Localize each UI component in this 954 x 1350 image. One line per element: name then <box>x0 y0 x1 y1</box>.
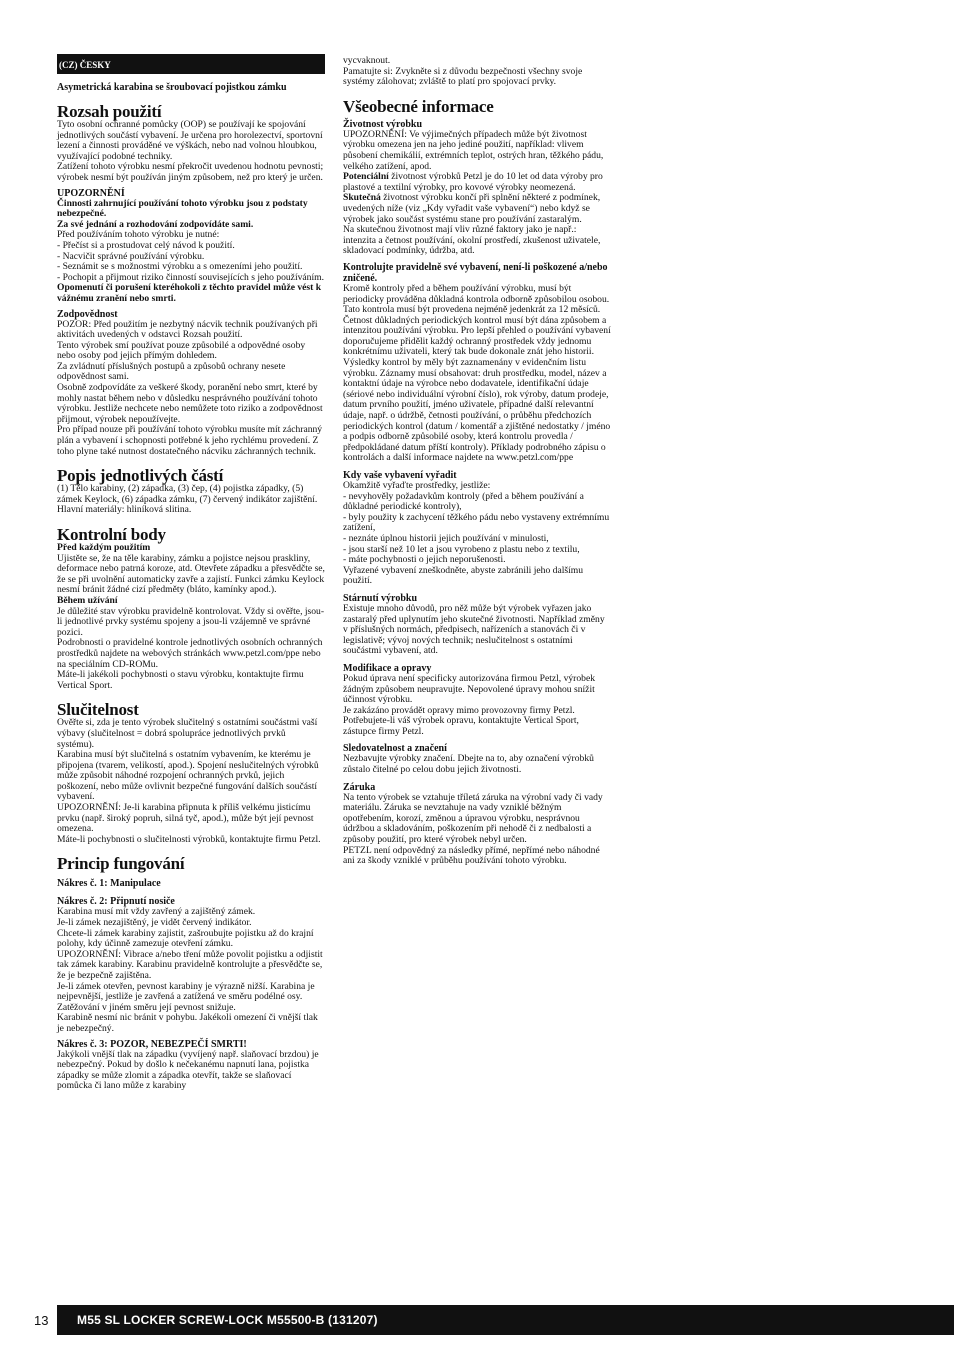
list-item: - neznáte úplnou historii jejich používání v minulosti, <box>343 532 549 544</box>
footer-doc-reference: M55 SL LOCKER SCREW-LOCK M55500-B (131207) <box>57 1305 954 1335</box>
paragraph: Hlavní materiály: hliníková slitina. <box>57 504 192 516</box>
paragraph: UPOZORNĚNÍ: Je-li karabina připnuta k příliš velkému jisticímu prvku (např. široký popruh, silná tyč, apod.), může být její pevnost omezena. <box>57 802 314 835</box>
section-title-general: Všeobecné informace <box>343 96 494 116</box>
paragraph: POZOR: Před použitím je nezbytný nácvik technik používaných při aktivitách uvedených v odstavci Rozsah použití. <box>57 318 318 341</box>
paragraph: Vyřazené vybavení zneškodněte, abyste zabránili jeho dalšímu použití. <box>343 564 584 587</box>
subsection-title-retire: Kdy vaše vybavení vyřadit <box>343 470 457 481</box>
section-title-principle: Princip fungování <box>57 854 185 874</box>
paragraph: Je-li zámek otevřen, pevnost karabiny je výrazně nižší. Karabina je nejpevnější, jestliže je zavřená a zatížená ve směru podélné osy. Zatěžování v jiném směru její pevnost snižuje. <box>57 980 315 1013</box>
list-item: - Přečíst si a prostudovat celý návod k použití. <box>57 239 235 251</box>
subsection-title-lifetime: Životnost výrobku <box>343 118 423 130</box>
warning-bold-text: Činnosti zahrnující používání tohoto výrobku jsou z podstaty nebezpečné. <box>57 197 308 220</box>
paragraph: Okamžitě vyřaďte prostředky, jestliže: <box>343 480 491 491</box>
paragraph: Na skutečnou životnost mají vliv různé faktory jako je např.: intenzita a četnost používání, okolní prostředí, zkušenost uživatele, skladovací podmínky, údržba, atd. <box>343 224 601 257</box>
paragraph: Karabina musí být slučitelná s ostatním vybavením, ke kterému je připojena (tvarem, velikostí, apod.). Spojení neslučitelných výrobků může způsobit náhodné rozpojení ochranných prvků, jejich poškození, nebo může ovlivnit bezpečné fungování dalších součástí vybavení. <box>57 749 319 803</box>
list-item: - nevyhověly požadavkům kontroly (před a během používání a důkladné periodické kontroly), <box>343 490 584 513</box>
right-column <box>343 56 611 867</box>
emphasis: Potenciální <box>343 171 389 183</box>
paragraph: Pokud úprava není specificky autorizována firmou Petzl, výrobek žádným způsobem neupravujte. Nepovolené úpravy mohou snížit účinnost výrobku. <box>343 672 596 706</box>
subheading: Během užívání <box>57 594 118 606</box>
list-item: - byly použity k zachycení těžkého pádu nebo vystaveny extrémnímu zatížení, <box>343 511 610 534</box>
paragraph: Tyto osobní ochranné pomůcky (OOP) se používají ke spojování jednotlivých součástí vybavení. Je určena pro horolezectví, sportovní lezení a činnosti prováděné ve výškách, nebo nad volnou hloubkou, využívající podobné techniky. <box>57 119 323 162</box>
section-title-inspection: Kontrolní body <box>57 525 166 544</box>
paragraph: Je-li zámek nezajištěný, je vidět červený indikátor. <box>57 917 252 929</box>
paragraph: PETZL není odpovědný za následky přímé, nepřímé nebo náhodné ani za škody vzniklé v průběhu používání tohoto výrobku. <box>343 844 600 867</box>
paragraph: (1) Tělo karabiny, (2) západka, (3) čep, (4) pojistka západky, (5) zámek Keylock, (6) západka zámku, (7) červený indikátor zajištění. <box>57 483 318 505</box>
section-title-scope: Rozsah použití <box>57 102 162 121</box>
subsection-title-responsibility: Zodpovědnost <box>57 308 118 320</box>
subsection-title-obsolescence: Stárnutí výrobku <box>343 592 418 604</box>
subsection-title-modifications: Modifikace a opravy <box>343 662 432 674</box>
figure-caption: Nákres č. 2: Připnutí nosiče <box>57 896 175 908</box>
paragraph: UPOZORNĚNÍ: Vibrace a/nebo tření může povolit pojistku a odjistit tak zámek karabiny. Karabinu pravidelně kontrolujte a přesvědčte se, že je bezpečně zajištěna. <box>57 948 323 981</box>
paragraph: Tento výrobek smí používat pouze způsobilé a odpovědné osoby nebo osoby pod jejich přímým dohledem. <box>57 339 306 362</box>
list-item: - Nacvičit správné používání výrobku. <box>57 250 205 262</box>
paragraph: Ujistěte se, že na těle karabiny, zámku a pojistce nejsou praskliny, deformace nebo patrná koroze, atd. Otevřete západku a přesvědčte se, že se při uvolnění automaticky zavře a zajistí. Funkci zámku Keylock nesmí bránit žádné cizí předměty (bláto, kamínky apod.). <box>57 552 325 596</box>
paragraph: Podrobnosti o pravidelné kontrole jednotlivých osobních ochranných prostředků najdete na webových stránkách www.petzl.com/ppe nebo na speciálním CD-ROMu. <box>57 637 323 670</box>
paragraph: Před používáním tohoto výrobku je nutné: <box>57 229 220 241</box>
paragraph <box>343 193 611 225</box>
paragraph: Nezbavujte výrobky značení. Dbejte na to, aby označení výrobků zůstalo čitelné po celou dobu jejich životnosti. <box>343 753 594 776</box>
left-column <box>57 54 325 1092</box>
paragraph: Pro případ nouze při používání tohoto výrobku musíte mít záchranný plán a vybavení i schopnosti potřebné k jeho rychlému provedení. Z toho plyne také nutnost dostatečného nácviku záchranných technik. <box>57 424 323 457</box>
paragraph <box>343 172 611 193</box>
paragraph: Karabina musí mít vždy zavřený a zajištěný zámek. <box>57 906 256 918</box>
figure-caption: Nákres č. 3: POZOR, NEBEZPEČÍ SMRTI! <box>57 1038 247 1050</box>
paragraph: Pamatujte si: Zvykněte si z důvodu bezpečnosti všechny svoje systémy zálohovat; zvláště to platí pro spojovací prvky. <box>343 65 583 88</box>
paragraph: Karabině nesmí nic bránit v pohybu. Jakékoli omezení či vnější tlak je nebezpečný. <box>57 1012 318 1034</box>
section-title-compatibility: Slučitelnost <box>57 700 139 720</box>
paragraph: Osobně zodpovídáte za veškeré škody, poranění nebo smrt, které by mohly nastat během nebo v důsledku nesprávného používání tohoto výrobku. Jestliže nechcete nebo nemůžete toto riziko a zodpovědnost přijmout, výrobek nepoužívejte. <box>57 382 323 425</box>
paragraph: Ověřte si, zda je tento výrobek slučitelný s ostatními součástmi vaší výbavy (slučitelnost = dobrá spolupráce jednotlivých prvků systému). <box>57 717 318 750</box>
paragraph: UPOZORNĚNÍ: Ve výjimečných případech může být životnost výrobku omezena jen na jeho jediné použití, například: vlivem působení chemikálií, extrémních teplot, ostrých hran, těžkého pádu, velkého zatížení, apod. <box>343 128 604 172</box>
list-item: - jsou starší než 10 let a jsou vyrobeno z plastu nebo z textilu, <box>343 543 580 555</box>
warning-bold-text: Opomenutí či porušení kteréhokoli z těchto pravidel může vést k vážnému zranění nebo smrti. <box>57 282 322 304</box>
paragraph: Na tento výrobek se vztahuje tříletá záruka na výrobní vady či vady materiálu. Záruka se nevztahuje na vady vzniklé běžným opotřebením, korozí, změnou a úpravou výrobku, nesprávnou údržbou a skladováním, poškozením při nehodě či z nedbalosti a způsoby použití, pro které výrobek nebyl určen. <box>343 791 603 846</box>
page-number: 13 <box>34 1313 49 1328</box>
figure-caption: Nákres č. 1: Manipulace <box>57 878 161 890</box>
paragraph: Jakýkoli vnější tlak na západku (vyvíjený např. slaňovací brzdou) je nebezpečný. Pokud by došlo k nečekanému napnutí lana, pojistka západky se může zlomit a západka otevřít, takže se slaňovací pomůcka či lano může z karabiny <box>57 1048 319 1092</box>
paragraph: Za zvládnutí příslušných postupů a způsobů ochrany nesete odpovědnost sami. <box>57 360 286 383</box>
warning-heading: UPOZORNĚNÍ <box>57 187 125 199</box>
list-item: - máte pochybnosti o jejich neporušenosti. <box>343 554 506 566</box>
paragraph: Zatížení tohoto výrobku nesmí překročit uvedenou hodnotu pevnosti; výrobek nesmí být používán jiným způsobem, než pro který je určen. <box>57 161 324 183</box>
paragraph: Je zakázáno provádět opravy mimo provozovny firmy Petzl. Potřebujete-li váš výrobek opravu, kontaktujte Vertical Sport, zástupce firmy Petzl. <box>343 704 579 737</box>
paragraph: Chcete-li zámek karabiny zajistit, zašroubujte pojistku až do krajní polohy, kdy účinně zamezuje otevření zámku. <box>57 927 314 950</box>
product-title: Asymetrická karabina se šroubovací pojistkou zámku <box>57 82 287 93</box>
subheading: Před každým použitím <box>57 542 151 553</box>
list-item: - Seznámit se s možnostmi výrobku a s omezeními jeho použití. <box>57 261 303 273</box>
paragraph: Kromě kontroly před a během používání výrobku, musí být periodicky prováděna důkladná kontrola odborně způsobilou osobou. Tato kontrola musí být provedena nejméně jedenkrát za 12 měsíců. Četnost důkladných periodických kontrol musí být dána způsobem a intenzitou používání výrobku. Pro lepší přehled o používání vybavení doporučujeme přidělit každý ochranný prostředek vždy jednomu konkrétnímu uživateli, který tak bude dokonale znát jeho historii. Výsledky kontrol by měly být zaznamenány v evidenčním listu výrobku. Záznamy musí obsahovat: druh prostředku, model, název a kontaktní údaje na výrobce nebo dodavatele, identifikační údaje (sériové nebo individuální výrobní číslo), rok výroby, datum prodeje, datum prvního použití, jméno uživatele, případné další relevantní údaje, např. o údržbě, četnosti používání, o průběhu předchozích periodických kontrol (datum / komentář a zjištěné nedostatky / jméno a podpis odborně způsobilé osoby, která kontrolu provedla / předpokládané datum příští kontroly). Příklady podrobného zápisu o kontrolách a další informace najdete na www.petzl.com/ppe <box>343 282 611 464</box>
text: životnost výrobků Petzl je do 10 let od data výroby pro plastové a textilní výrobky, pro kovové výrobky neomezená. <box>343 171 603 193</box>
paragraph: Je důležité stav výrobku pravidelně kontrolovat. Vždy si ověřte, jsou-li jednotlivé prvky systému spojeny a jsou-li vzájemně ve správné pozici. <box>57 605 325 638</box>
paragraph: Existuje mnoho důvodů, pro něž může být výrobek vyřazen jako zastaralý před uplynutím jeho skutečné životnosti. Například změny v příslušných normách, předpisech, nařízeních a stanovách či v legislativě; vývoj nových technik; neslučitelnost s ostatními součástmi vybavení, atd. <box>343 602 605 657</box>
list-item: - Pochopit a přijmout riziko činností souvisejících s jeho používáním. <box>57 271 324 283</box>
subsection-title-check: Kontrolujte pravidelně své vybavení, není-li poškozené a/nebo zničené. <box>343 261 608 284</box>
emphasis: Skutečná <box>343 192 381 204</box>
warning-bold-text: Za své jednání a rozhodování zodpovídáte sami. <box>57 218 254 230</box>
subsection-title-warranty: Záruka <box>343 781 376 793</box>
section-title-parts: Popis jednotlivých částí <box>57 466 224 486</box>
subsection-title-traceability: Sledovatelnost a značení <box>343 743 447 755</box>
paragraph: vycvaknout. <box>343 55 391 66</box>
language-header: (CZ) ČESKY <box>57 54 325 74</box>
paragraph: Máte-li pochybnosti o slučitelnosti výrobků, kontaktujte firmu Petzl. <box>57 833 321 845</box>
paragraph: Máte-li jakékoli pochybnosti o stavu výrobku, kontaktujte firmu Vertical Sport. <box>57 669 304 691</box>
text: životnost výrobku končí při splnění některé z podmínek, uvedených níže (viz „Kdy vyřadit vaše vybavení“) nebo když se výrobek jako součást systému stane pro používání zastaralým. <box>343 192 601 225</box>
